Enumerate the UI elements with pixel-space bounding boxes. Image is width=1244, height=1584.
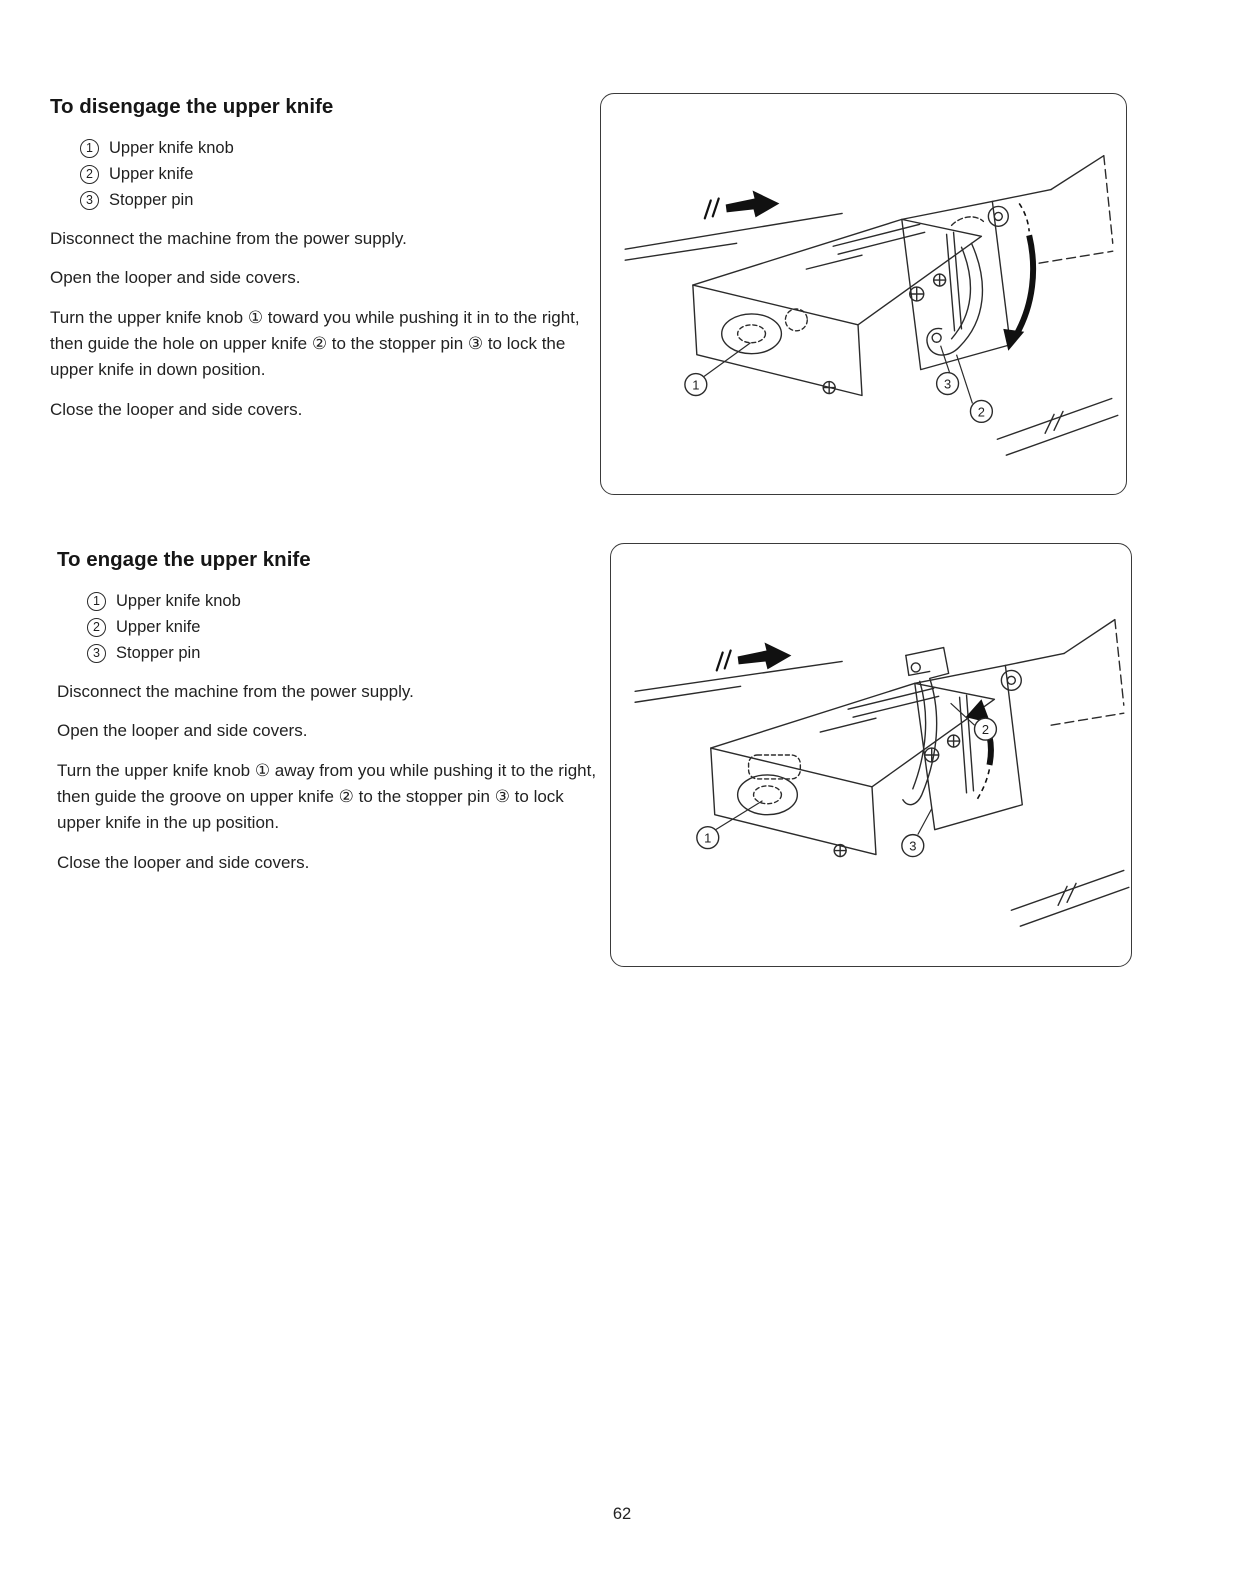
body-edge-dashed bbox=[1051, 713, 1124, 725]
instruction-paragraph: Turn the upper knife knob ① away from you while pushing it to the right, then guide the groove on upper knife ② to the stopper pin ③ to lock upper knife in the up position. bbox=[57, 760, 597, 833]
upper-knife-knob bbox=[988, 206, 1008, 226]
body-edge bbox=[992, 190, 1051, 202]
section-disengage-text bbox=[50, 95, 590, 436]
callout-1 bbox=[685, 343, 751, 396]
body-edge bbox=[1064, 620, 1115, 654]
screw-icon bbox=[925, 748, 939, 762]
plate-groove bbox=[954, 232, 962, 329]
machine-bed bbox=[693, 219, 982, 324]
part-label: Upper knife bbox=[109, 165, 194, 183]
figure-engage bbox=[610, 543, 1132, 967]
screw-icon bbox=[823, 382, 835, 394]
upper-knife bbox=[927, 243, 982, 355]
instruction-paragraph: Disconnect the machine from the power supply. bbox=[50, 229, 407, 248]
instruction-paragraph: Open the looper and side covers. bbox=[57, 721, 308, 741]
instruction-paragraph: Close the looper and side covers. bbox=[50, 399, 303, 419]
plate-groove bbox=[947, 234, 955, 331]
callout-3 bbox=[937, 346, 959, 395]
break-tick bbox=[1054, 411, 1063, 430]
callout-number: 1 bbox=[704, 830, 712, 846]
circled-number: 3 bbox=[87, 644, 106, 663]
knob-area-inner bbox=[738, 325, 766, 343]
knob-area bbox=[722, 314, 782, 354]
instruction-paragraph: Disconnect the machine from the power supply. bbox=[57, 682, 414, 701]
body-edge-dashed bbox=[1115, 620, 1124, 706]
part-label: Stopper pin bbox=[109, 191, 194, 209]
knob-area bbox=[738, 775, 798, 815]
break-line bbox=[1006, 415, 1117, 455]
hidden-detail bbox=[785, 309, 807, 331]
circled-number: 2 bbox=[87, 618, 106, 637]
upper-knife-knob bbox=[1001, 670, 1021, 690]
section-engage-text bbox=[57, 548, 597, 889]
break-line bbox=[1011, 870, 1123, 910]
machine-bed-front bbox=[711, 748, 876, 854]
body-edge bbox=[1051, 156, 1104, 190]
machine-diagram-disengage bbox=[601, 94, 1126, 494]
screw-icon bbox=[934, 274, 946, 286]
circled-number: 1 bbox=[80, 139, 99, 158]
instruction-paragraph: Turn the upper knife knob ① toward you while pushing it in to the right, then guide the hole on upper knife ② to the stopper pin ③ to lock the upper knife in down position. bbox=[50, 307, 580, 380]
rotation-up-arrow-icon bbox=[966, 699, 991, 799]
body-edge-dashed bbox=[1104, 156, 1113, 244]
screw-icon bbox=[834, 845, 846, 857]
circled-number: 3 bbox=[80, 191, 99, 210]
knife-groove bbox=[906, 655, 930, 675]
stopper-pin bbox=[932, 333, 941, 342]
part-label: Upper knife bbox=[116, 618, 201, 636]
callout-2 bbox=[957, 355, 993, 423]
callout-number: 2 bbox=[981, 722, 990, 738]
part-item bbox=[80, 165, 590, 184]
section-heading: To engage the upper knife bbox=[57, 548, 311, 571]
upper-knife-knob-center bbox=[1007, 676, 1015, 684]
body-edge-dashed bbox=[1039, 251, 1113, 263]
callout-number: 1 bbox=[692, 377, 700, 393]
machine-bed-front bbox=[693, 285, 862, 395]
parts-list bbox=[87, 592, 597, 663]
part-item bbox=[80, 139, 590, 158]
callout-number: 3 bbox=[909, 838, 917, 854]
break-line bbox=[1020, 887, 1128, 926]
break-tick bbox=[1067, 883, 1076, 902]
break-line bbox=[997, 398, 1111, 439]
parts-list bbox=[80, 139, 590, 210]
knob-area-inner bbox=[754, 786, 782, 804]
callout-3 bbox=[902, 809, 932, 857]
callout-number: 3 bbox=[943, 376, 952, 392]
part-label: Stopper pin bbox=[116, 644, 201, 662]
instruction-paragraph: Close the looper and side covers. bbox=[57, 852, 310, 872]
direction-arrow-icon bbox=[717, 643, 792, 671]
hidden-edge bbox=[952, 217, 984, 225]
upper-knife-knob-center bbox=[994, 212, 1002, 220]
plate-slot bbox=[820, 718, 876, 732]
body-edge bbox=[1005, 653, 1064, 665]
machine-diagram-engage bbox=[611, 544, 1131, 966]
part-label: Upper knife knob bbox=[109, 139, 234, 157]
stopper-pin bbox=[911, 663, 920, 672]
screw-icon bbox=[910, 287, 924, 301]
section-heading: To disengage the upper knife bbox=[50, 95, 334, 118]
break-tick bbox=[1058, 886, 1067, 905]
page-number: 62 bbox=[612, 1505, 632, 1523]
break-tick bbox=[1045, 414, 1054, 433]
plate-slot bbox=[806, 255, 862, 269]
part-item bbox=[87, 644, 597, 663]
part-item bbox=[87, 618, 597, 637]
screw-icon bbox=[948, 735, 960, 747]
figure-disengage bbox=[600, 93, 1127, 495]
circled-number: 1 bbox=[87, 592, 106, 611]
circled-number: 2 bbox=[80, 165, 99, 184]
upper-knife-inner bbox=[913, 681, 926, 788]
part-item bbox=[87, 592, 597, 611]
part-item bbox=[80, 191, 590, 210]
knife-plate bbox=[902, 201, 1010, 369]
callout-number: 2 bbox=[977, 404, 986, 420]
part-label: Upper knife knob bbox=[116, 592, 241, 610]
direction-arrow-icon bbox=[705, 191, 780, 219]
instruction-paragraph: Open the looper and side covers. bbox=[50, 268, 301, 288]
